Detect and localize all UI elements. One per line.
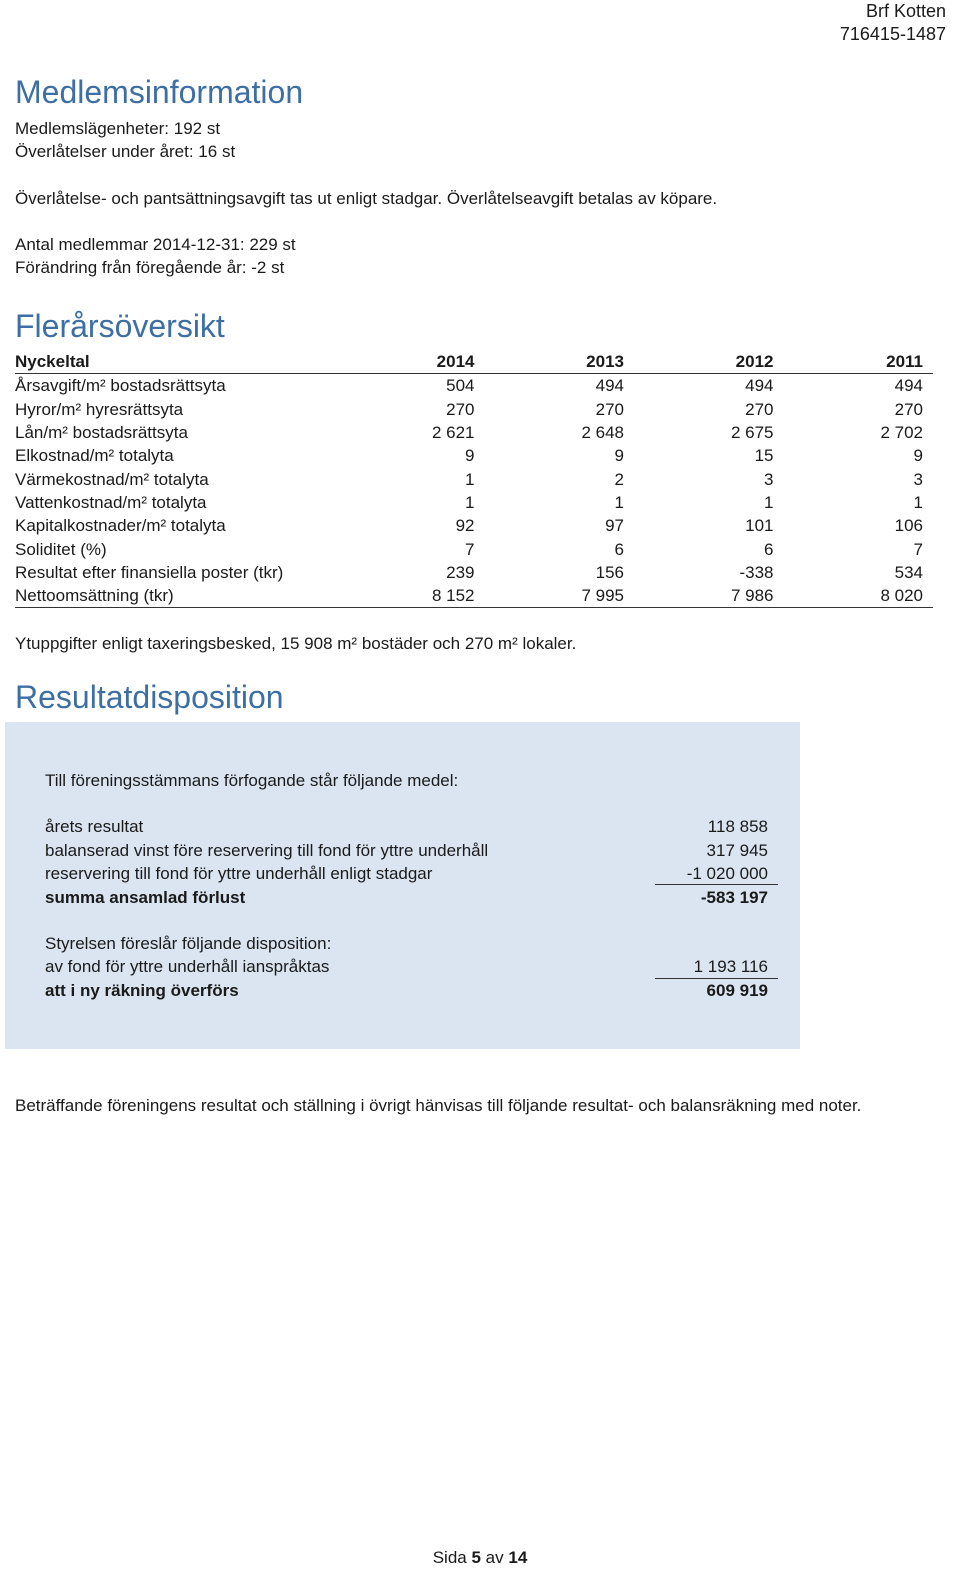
item-label: reservering till fond för yttre underhåll enligt stadgar [45,864,433,883]
cell-value: 7 [913,539,923,559]
table-row [15,584,933,608]
info-line: Medlemslägenheter: 192 st [15,119,221,138]
row-label: Soliditet (%) [15,539,107,559]
table-row [15,561,933,584]
cell-value: 97 [605,516,624,536]
footer-page: 5 [471,1548,481,1567]
org-number: 716415-1487 [839,24,946,44]
proposal-intro: Styrelsen föreslår följande disposition: [45,934,332,953]
key-figures-table [15,350,933,608]
row-label: Hyror/m² hyresrättsyta [15,399,184,419]
cell-value: 9 [465,446,475,466]
disposition-title: Resultatdisposition [15,679,284,715]
cell-value: 270 [595,399,624,419]
cell-value: 1 [913,492,923,512]
cell-value: 1 [465,469,475,489]
row-label: Elkostnad/m² totalyta [15,446,174,466]
row-label: Lån/m² bostadsrättsyta [15,423,188,443]
item-value: 317 945 [706,841,768,860]
cell-value: 9 [913,446,923,466]
cell-value: 1 [764,492,774,512]
cell-value: 6 [764,539,774,559]
item-label: summa ansamlad förlust [45,888,246,907]
table-header-row [15,350,933,374]
closing-text: Beträffande föreningens resultat och ställning i övrigt hänvisas till följande resultat- och balansräkning med noter. [15,1096,862,1115]
flerars-title: Flerårsöversikt [15,308,225,344]
item-value: 609 919 [706,981,768,1000]
cell-value: 2 [614,469,624,489]
info-line: Förändring från föregående år: -2 st [15,258,285,277]
cell-value: 534 [894,562,923,582]
table-row [15,374,933,398]
item-value: 118 858 [707,817,768,836]
table-body [15,374,933,608]
cell-value: 106 [894,516,923,536]
cell-value: 270 [894,399,923,419]
cell-value: 2 621 [431,423,475,443]
table-row [15,444,933,467]
sum-underline [655,884,778,885]
cell-value: 8 152 [431,586,475,606]
cell-value: 270 [446,399,475,419]
cell-value: 7 [465,539,475,559]
medlemsinfo-title: Medlemsinformation [15,74,304,110]
area-note: Ytuppgifter enligt taxeringsbesked, 15 908 m² bostäder och 270 m² lokaler. [15,634,577,653]
cell-value: 494 [894,376,923,396]
cell-value: 6 [614,539,624,559]
cell-value: 270 [745,399,774,419]
item-label: balanserad vinst före reservering till fond för yttre underhåll [45,841,489,860]
proposal-item [45,955,778,978]
item-value: -583 197 [700,888,768,907]
item-value: -1 020 000 [686,864,768,883]
cell-value: 7 986 [730,586,774,606]
item-label: av fond för yttre underhåll ianspråktas [45,957,330,976]
cell-value: 7 995 [581,586,624,606]
row-label: Resultat efter finansiella poster (tkr) [15,562,284,582]
footer-total: 14 [508,1548,528,1567]
item-label: årets resultat [45,817,144,836]
cell-value: 101 [745,516,774,536]
cell-value: 494 [595,376,624,396]
row-label: Årsavgift/m² bostadsrättsyta [15,376,226,396]
row-label: Nettoomsättning (tkr) [15,586,174,606]
footer-prefix: Sida [432,1548,467,1567]
cell-value: 8 020 [880,586,923,606]
disposition-box [5,722,800,1049]
column-header: 2012 [735,352,774,372]
info-line: Antal medlemmar 2014-12-31: 229 st [15,235,296,254]
org-name: Brf Kotten [865,1,946,21]
table-row [15,398,933,421]
footer-sep: av [485,1548,504,1567]
info-line: Överlåtelse- och pantsättningsavgift tas ut enligt stadgar. Överlåtelseavgift betalas av köpare. [15,189,718,208]
cell-value: 15 [754,446,774,466]
info-line: Överlåtelser under året: 16 st [15,142,236,161]
table-row [15,491,933,514]
column-header: 2013 [586,352,624,372]
row-label: Värmekostnad/m² totalyta [15,469,209,489]
item-label: att i ny räkning överförs [45,981,239,1000]
table-row [15,421,933,444]
cell-value: 3 [913,469,923,489]
disposition-sum [45,886,778,909]
cell-value: 92 [455,516,475,536]
table-row [15,537,933,560]
cell-value: 504 [446,376,475,396]
table-row [15,467,933,490]
cell-value: 1 [465,492,475,512]
row-label: Vattenkostnad/m² totalyta [15,492,207,512]
cell-value: 2 675 [730,423,774,443]
cell-value: 2 648 [581,423,624,443]
column-header: 2014 [436,352,475,372]
item-value: 1 193 116 [693,957,768,976]
disposition-intro: Till föreningsstämmans förfogande står följande medel: [45,771,459,790]
proposal-result [45,979,778,1002]
column-header: 2011 [886,352,923,372]
cell-value: 3 [764,469,774,489]
cell-value: 239 [446,562,475,582]
disposition-item [45,815,778,838]
column-header: Nyckeltal [15,352,90,372]
cell-value: 156 [595,562,624,582]
disposition-item [45,839,778,862]
disposition-item [45,862,778,885]
cell-value: -338 [739,562,774,582]
page-footer [0,1547,960,1569]
cell-value: 9 [614,446,624,466]
cell-value: 2 702 [880,423,923,443]
table-row [15,514,933,537]
row-label: Kapitalkostnader/m² totalyta [15,516,226,536]
cell-value: 494 [745,376,774,396]
cell-value: 1 [614,492,624,512]
org-header [840,0,946,46]
